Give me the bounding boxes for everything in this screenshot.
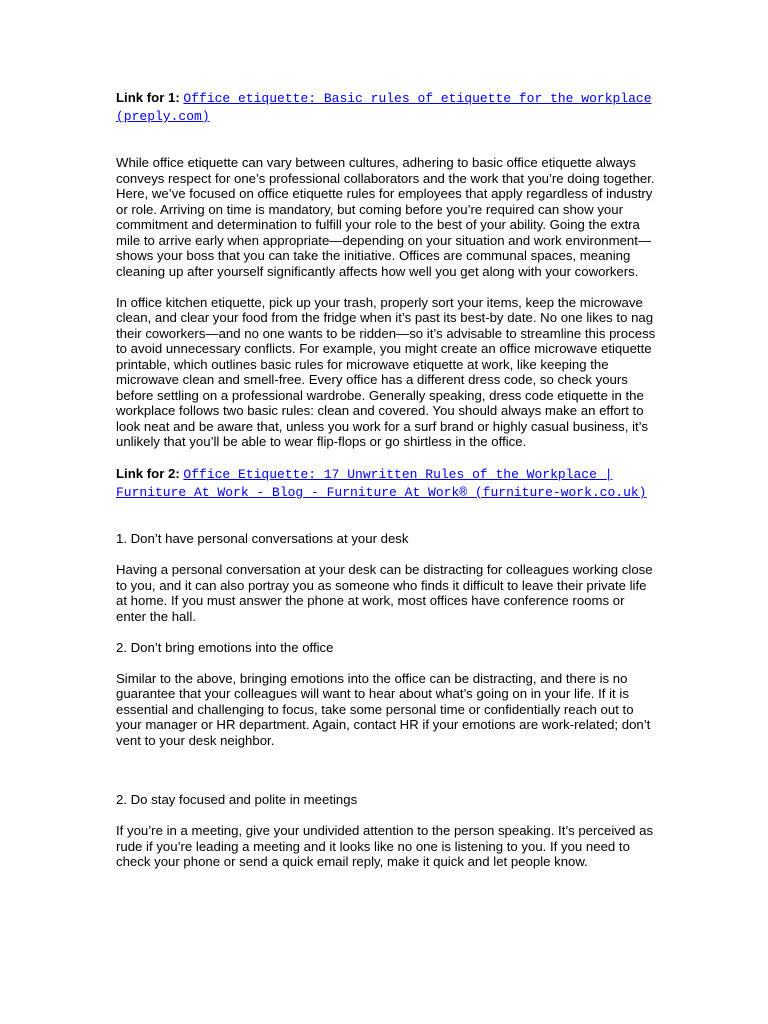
rule-3-body: If you’re in a meeting, give your undivided attention to the person speaking. It’s perceived as rude if you’re leading a meeting and it looks like no one is listening to you. If you need to check your phone or send a quick email reply, make it quick and let people know.: [116, 823, 654, 869]
rule-1-heading: 1. Don’t have personal conversations at your desk: [116, 531, 409, 546]
link-1-label: Link for 1:: [116, 90, 180, 105]
link-2[interactable]: Office Etiquette: 17 Unwritten Rules of the Workplace | Furniture At Work - Blog - Furniture At Work® (furniture-work.co.uk): [116, 467, 647, 500]
link-1[interactable]: Office etiquette: Basic rules of etiquette for the workplace (preply.com): [116, 91, 652, 124]
link-1-line: [116, 89, 656, 125]
paragraph-kitchen-etiquette: In office kitchen etiquette, pick up your trash, properly sort your items, keep the microwave clean, and clear your food from the fridge when it’s past its best-by date. No one likes to nag their coworkers—and no one wants to be ridden—so it’s advisable to streamline this process to avoid unnecessary conflicts. For example, you might create an office microwave etiquette printable, which outlines basic rules for microwave etiquette at work, like keeping the microwave clean and smell-free. Every office has a different dress code, so check yours before settling on a professional wardrobe. Generally speaking, dress code etiquette in the workplace follows two basic rules: clean and covered. You should always make an effort to look neat and be aware that, unless you work for a surf brand or highly casual business, it’s unlikely that you’ll be able to wear flip-flops or go shirtless in the office.: [116, 294, 656, 449]
rule-1-body: Having a personal conversation at your desk can be distracting for colleagues working close to you, and it can also portray you as someone who finds it difficult to leave their private life at home. If you must answer the phone at work, most offices have conference rooms or enter the hall.: [116, 562, 653, 624]
rule-3-heading: 2. Do stay focused and polite in meetings: [116, 792, 358, 807]
paragraph-office-etiquette: While office etiquette can vary between cultures, adhering to basic office etiquette always conveys respect for one’s professional collaborators and the work that you’re doing together. Here, we’ve focused on office etiquette rules for employees that apply regardless of industry or role. Arriving on time is mandatory, but coming before you’re required can show your commitment and determination to fulfill your role to the best of your ability. Going the extra mile to arrive early when appropriate—depending on your situation and work environment—shows your boss that you can take the initiative. Offices are communal spaces, meaning cleaning up after yourself significantly affects how well you get along with your coworkers.: [116, 155, 655, 279]
rule-2-body: Similar to the above, bringing emotions into the office can be distracting, and there is no guarantee that your colleagues will want to hear about what’s going on in your life. If it is essential and challenging to focus, take some personal time or confidentially reach out to your manager or HR department. Again, contact HR if your emotions are work-related; don’t vent to your desk neighbor.: [116, 670, 651, 748]
document-page: [116, 89, 656, 870]
link-2-line: [116, 465, 656, 501]
link-2-label: Link for 2:: [116, 466, 180, 481]
rule-2-heading: 2. Don’t bring emotions into the office: [116, 639, 334, 655]
